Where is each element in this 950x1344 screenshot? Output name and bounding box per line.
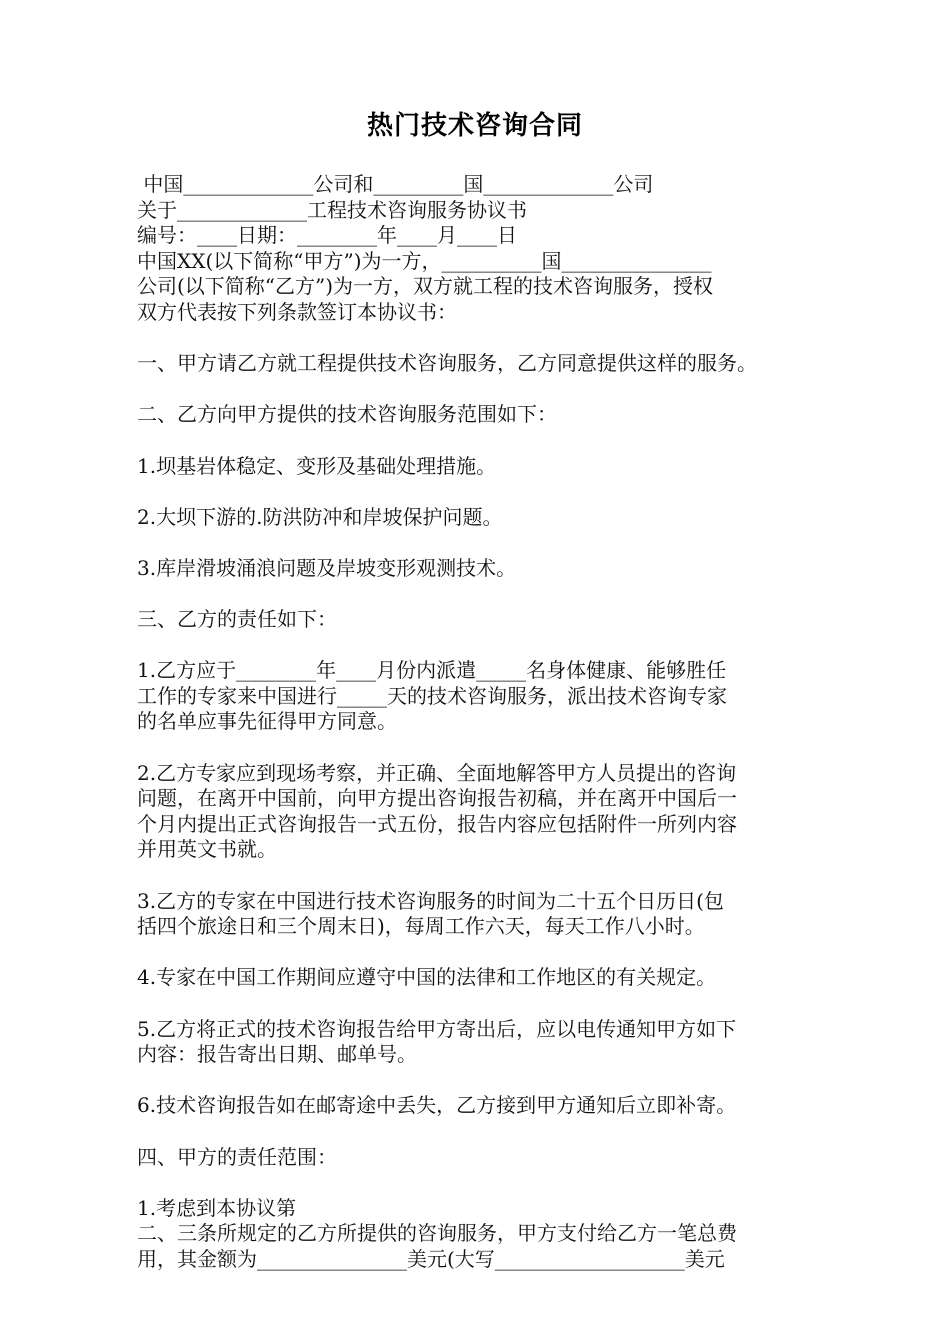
blank-line — [137, 582, 827, 608]
blank-line — [137, 1119, 827, 1145]
text-line: 4.专家在中国工作期间应遵守中国的法律和工作地区的有关规定。 — [137, 965, 717, 990]
text-line: 工作的专家来中国进行_____天的技术咨询服务，派出技术咨询专家 — [137, 683, 727, 708]
document-title: 热门技术咨询合同 — [366, 111, 583, 141]
blank-line — [137, 735, 827, 761]
text-line: 二、乙方向甲方提供的技术咨询服务范围如下： — [137, 402, 557, 427]
blank-line — [137, 1170, 827, 1196]
text-line: 1.坝基岩体稳定、变形及基础处理措施。 — [137, 453, 497, 478]
text-line: 5.乙方将正式的技术咨询报告给甲方寄出后，应以电传通知甲方如下 — [137, 1016, 737, 1041]
blank-line — [137, 428, 827, 454]
text-line: 问题，在离开中国前，向甲方提出咨询报告初稿，并在离开中国后一 — [137, 786, 737, 811]
document-body — [137, 172, 827, 1273]
text-line: 6.技术咨询报告如在邮寄途中丢失，乙方接到甲方通知后立即补寄。 — [137, 1093, 737, 1118]
text-line: 关于_____________工程技术咨询服务协议书 — [137, 197, 527, 222]
blank-line — [137, 991, 827, 1017]
blank-line — [137, 530, 827, 556]
text-line: 一、甲方请乙方就工程提供技术咨询服务，乙方同意提供这样的服务。 — [137, 351, 757, 376]
blank-line — [137, 863, 827, 889]
text-line: 用，其金额为_______________美元(大写___________________美元 — [137, 1246, 725, 1271]
blank-line — [137, 633, 827, 659]
text-line: 3.乙方的专家在中国进行技术咨询服务的时间为二十五个日历日(包 — [137, 888, 724, 913]
text-line: 括四个旅途日和三个周末日)，每周工作六天，每天工作八小时。 — [137, 914, 705, 939]
text-line: 编号：____日期：________年____月____日 — [137, 223, 517, 248]
text-line: 中国XX(以下简称“甲方”)为一方，__________国_______________ — [137, 248, 712, 273]
text-line: 四、甲方的责任范围： — [137, 1144, 337, 1169]
text-line: 内容：报告寄出日期、邮单号。 — [137, 1042, 417, 1067]
text-line: 2.乙方专家应到现场考察，并正确、全面地解答甲方人员提出的咨询 — [137, 760, 737, 785]
blank-line — [137, 940, 827, 966]
text-line: 三、乙方的责任如下： — [137, 607, 337, 632]
text-line: 并用英文书就。 — [137, 837, 277, 862]
text-line: 1.乙方应于________年____月份内派遣_____名身体健康、能够胜任 — [137, 658, 727, 683]
text-line: 公司(以下简称“乙方”)为一方，双方就工程的技术咨询服务，授权 — [137, 274, 714, 299]
text-line: 3.库岸滑坡涌浪问题及岸坡变形观测技术。 — [137, 555, 517, 580]
text-line: 1.考虑到本协议第 — [137, 1195, 297, 1220]
blank-line — [137, 479, 827, 505]
text-line: 2.大坝下游的.防洪防冲和岸坡保护问题。 — [137, 504, 503, 529]
text-line: 个月内提出正式咨询报告一式五份，报告内容应包括附件一所列内容 — [137, 811, 737, 836]
blank-line — [137, 1068, 827, 1094]
text-line: 二、三条所规定的乙方所提供的咨询服务，甲方支付给乙方一笔总费 — [137, 1221, 737, 1246]
text-line: 中国_____________公司和_________国_____________公司 — [137, 172, 654, 196]
text-line: 双方代表按下列条款签订本协议书： — [137, 299, 457, 324]
text-line: 的名单应事先征得甲方同意。 — [137, 709, 397, 734]
blank-line — [137, 377, 827, 403]
blank-line — [137, 326, 827, 352]
